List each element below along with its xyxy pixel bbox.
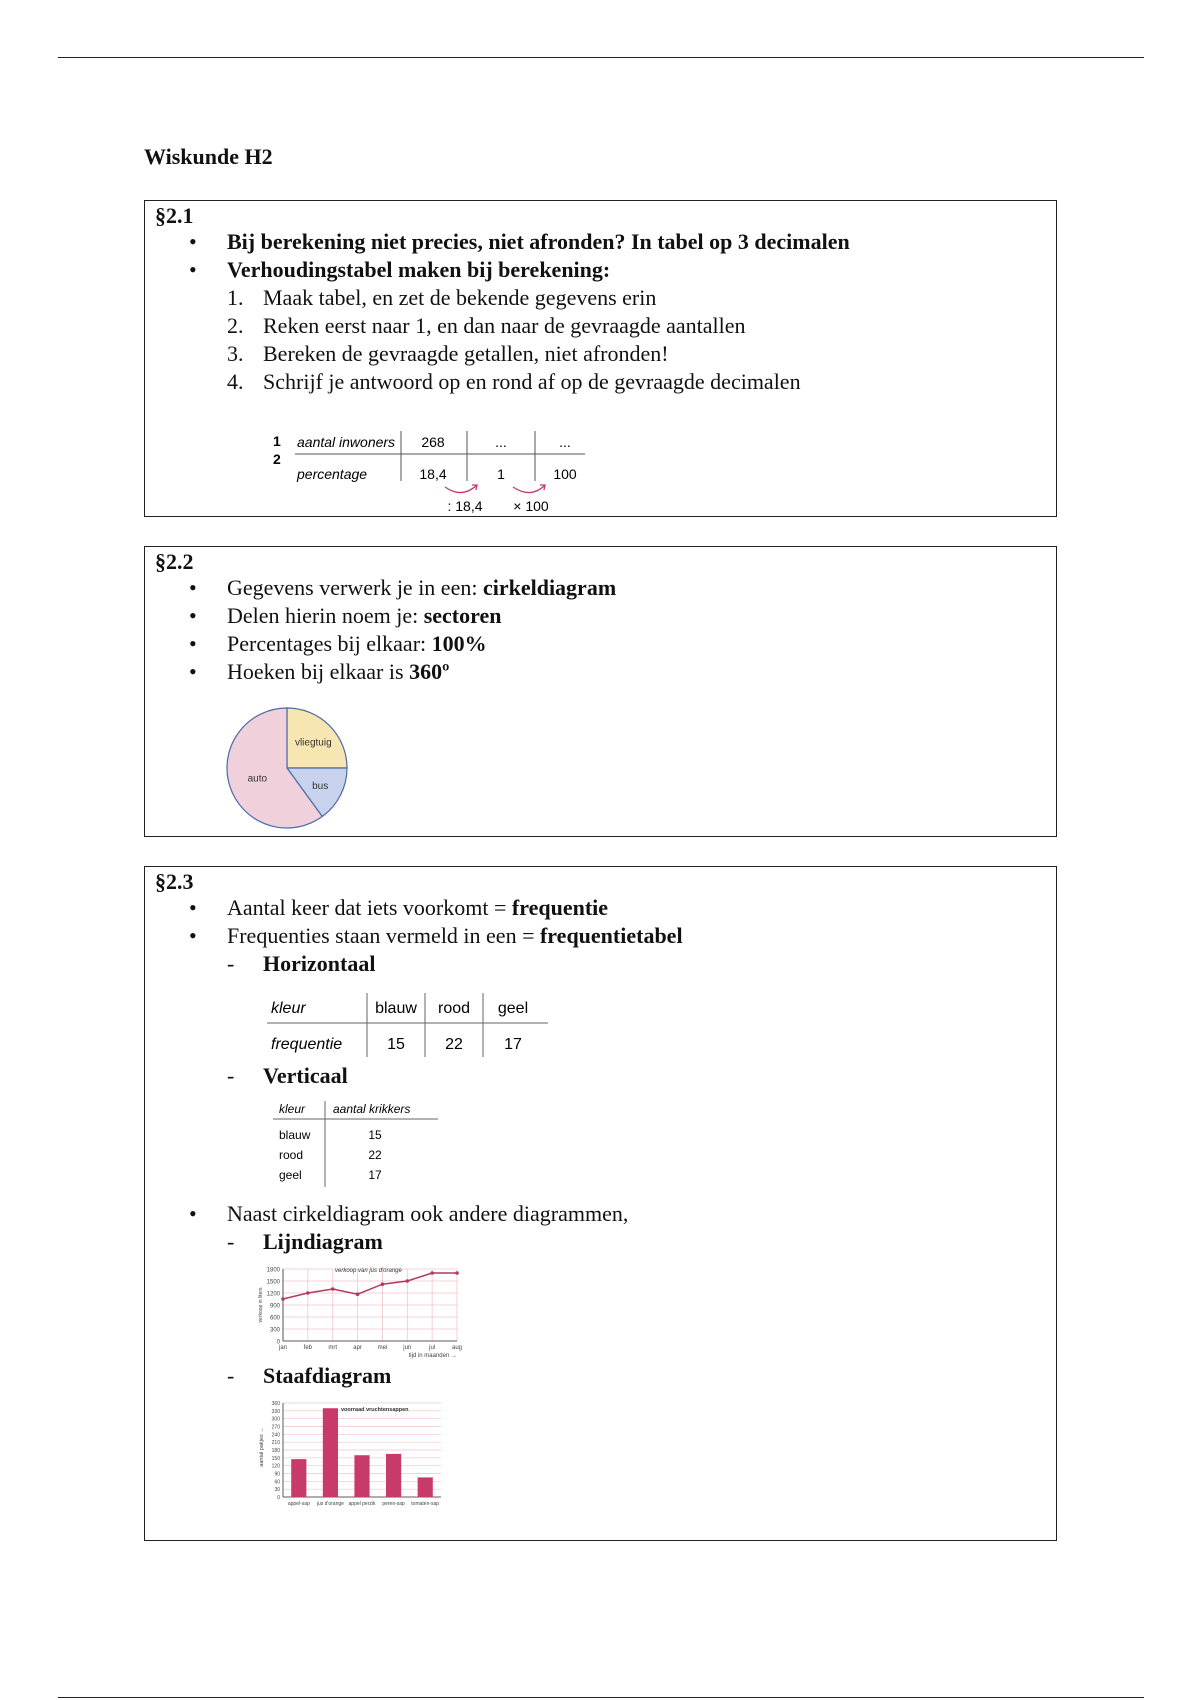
y-tick-label: 300	[271, 1416, 280, 1423]
y-tick-label: 600	[269, 1315, 280, 1322]
bottom-rule	[58, 1697, 1144, 1698]
bullet-text: Bij berekening niet precies, niet afronden? In tabel op 3 decimalen	[227, 229, 850, 254]
y-tick-label: 0	[276, 1339, 280, 1346]
ratio-operation: × 100	[513, 498, 549, 514]
step-number: 3.	[227, 341, 244, 366]
step-number: 2.	[227, 313, 244, 338]
chart-title: voorraad vruchtensappen	[341, 1407, 409, 1413]
x-tick-label: feb	[303, 1345, 313, 1351]
y-axis-label: aantal pakjes →	[259, 1427, 265, 1467]
y-tick-label: 180	[271, 1448, 280, 1454]
x-tick-label: appel-sap	[287, 1501, 310, 1507]
y-tick-label: 60	[274, 1479, 280, 1486]
data-point	[430, 1271, 434, 1275]
subheading-staafdiagram: Staafdiagram	[263, 1363, 392, 1388]
step-number: 1.	[227, 285, 244, 310]
table-cell: kleur	[271, 1000, 306, 1017]
table-cell: 268	[421, 434, 445, 450]
table-header: aantal krikkers	[333, 1102, 411, 1116]
table-cell: 15	[387, 1036, 405, 1053]
row-number: 2	[273, 451, 281, 467]
bold-term: cirkeldiagram	[482, 575, 617, 600]
pie-slice-label: vliegtuig	[294, 737, 332, 749]
bullet-dot: •	[189, 257, 197, 282]
series-line	[283, 1273, 457, 1299]
bullet-dot: •	[189, 631, 197, 656]
pie-slice-label: auto	[247, 773, 268, 785]
table-cell: rood	[279, 1148, 304, 1162]
data-point	[331, 1287, 335, 1291]
bullet-text: Verhoudingstabel maken bij berekening:	[227, 257, 611, 282]
bullet-text: Naast cirkeldiagram ook andere diagrammen,	[227, 1201, 629, 1226]
step-text: Schrijf je antwoord op en rond af op de gevraagde decimalen	[263, 369, 801, 394]
subheading-horizontaal: Horizontaal	[263, 951, 376, 976]
bullet-dot: •	[189, 1201, 197, 1226]
x-tick-label: jul	[429, 1345, 436, 1351]
top-rule	[58, 57, 1144, 58]
ratio-table	[265, 419, 625, 514]
bar	[323, 1408, 338, 1497]
section-2-1	[144, 200, 1057, 517]
section-2-2	[144, 546, 1057, 837]
bold-term: 360º	[409, 659, 450, 684]
y-tick-label: 150	[271, 1455, 280, 1462]
dash-marker: -	[227, 1063, 235, 1088]
table-cell: geel	[279, 1168, 302, 1182]
table-cell: blauw	[375, 1000, 417, 1017]
data-point	[381, 1282, 385, 1286]
x-tick-label: apr	[353, 1345, 362, 1351]
data-point	[455, 1271, 459, 1275]
table-cell: 1	[497, 466, 505, 482]
bold-term: 100%	[431, 631, 487, 656]
ratio-operation: : 18,4	[447, 498, 483, 514]
y-tick-label: 120	[271, 1463, 280, 1470]
table-row-label: percentage	[297, 466, 368, 482]
x-tick-label: tomaten-sap	[411, 1501, 440, 1507]
bullet-dot: •	[189, 895, 197, 920]
y-tick-label: 270	[271, 1424, 280, 1431]
table-cell: 100	[553, 466, 577, 482]
x-tick-label: jan	[278, 1345, 288, 1351]
ratio-arrow	[513, 485, 545, 493]
ratio-arrow	[445, 485, 477, 493]
bullet-text: Hoeken bij elkaar is 360º	[227, 659, 450, 684]
bullet-dot: •	[189, 659, 197, 684]
table-cell: blauw	[279, 1128, 311, 1142]
y-tick-label: 210	[271, 1440, 280, 1447]
horizontal-frequency-table	[263, 985, 553, 1065]
row-number: 1	[273, 433, 281, 449]
bullet-dot: •	[189, 575, 197, 600]
y-tick-label: 30	[274, 1487, 280, 1494]
step-number: 4.	[227, 369, 244, 394]
section-heading: §2.1	[155, 203, 194, 228]
data-point	[281, 1297, 285, 1301]
x-tick-label: appel perzik	[348, 1501, 376, 1507]
x-axis-label: tijd in maanden →	[408, 1353, 457, 1359]
table-cell: 22	[445, 1036, 463, 1053]
bullet-dot: •	[189, 603, 197, 628]
page-title: Wiskunde H2	[144, 144, 273, 169]
step-text: Reken eerst naar 1, en dan naar de gevraagde aantallen	[263, 313, 746, 338]
table-cell: frequentie	[271, 1036, 343, 1053]
y-tick-label: 0	[277, 1495, 280, 1501]
y-tick-label: 300	[269, 1327, 280, 1334]
y-tick-label: 1800	[266, 1267, 280, 1274]
x-tick-label: mrt	[328, 1345, 338, 1351]
step-text: Bereken de gevraagde getallen, niet afronden!	[263, 341, 669, 366]
bold-term: sectoren	[423, 603, 502, 628]
section-heading: §2.3	[155, 869, 194, 894]
section-heading: §2.2	[155, 549, 194, 574]
x-tick-label: jus d'orange	[316, 1501, 344, 1507]
table-cell: 18,4	[419, 466, 447, 482]
step-text: Maak tabel, en zet de bekende gegevens erin	[263, 285, 657, 310]
bullet-dot: •	[189, 229, 197, 254]
bar	[291, 1459, 306, 1497]
line-chart	[257, 1263, 467, 1363]
y-axis-label: verkoop in liters	[258, 1287, 264, 1323]
y-tick-label: 1500	[266, 1279, 280, 1286]
dash-marker: -	[227, 1229, 235, 1254]
table-row-label: aantal inwoners	[297, 434, 396, 450]
bullet-text: Aantal keer dat iets voorkomt = frequentie	[227, 895, 609, 920]
data-point	[306, 1291, 310, 1295]
bullet-text: Frequenties staan vermeld in een = frequentietabel	[227, 923, 683, 948]
x-tick-label: jun	[403, 1345, 412, 1351]
table-cell: geel	[497, 1000, 529, 1017]
table-cell: 15	[368, 1128, 382, 1142]
dash-marker: -	[227, 951, 235, 976]
bullet-text: Gegevens verwerk je in een: cirkeldiagram	[227, 575, 617, 600]
bullet-text: Delen hierin noem je: sectoren	[227, 603, 502, 628]
table-cell: 17	[368, 1168, 382, 1182]
chart-title: verkoop van jus d'orange	[335, 1268, 402, 1274]
table-cell: 22	[368, 1148, 382, 1162]
y-tick-label: 900	[269, 1303, 280, 1310]
y-tick-label: 1200	[266, 1291, 280, 1298]
data-point	[405, 1279, 409, 1283]
subheading-lijndiagram: Lijndiagram	[263, 1229, 383, 1254]
subheading-verticaal: Verticaal	[263, 1063, 348, 1088]
table-cell: ...	[495, 434, 507, 450]
y-tick-label: 90	[274, 1471, 280, 1478]
x-tick-label: peren-sap	[382, 1501, 405, 1507]
bold-term: frequentietabel	[539, 923, 683, 948]
pie-chart	[225, 705, 355, 831]
bar-chart	[257, 1397, 447, 1523]
table-cell: rood	[437, 1000, 471, 1017]
dash-marker: -	[227, 1363, 235, 1388]
y-tick-label: 360	[271, 1401, 280, 1407]
bold-term: frequentie	[511, 895, 609, 920]
y-tick-label: 330	[271, 1408, 280, 1415]
x-tick-label: mei	[377, 1345, 388, 1351]
table-cell: 17	[504, 1036, 522, 1053]
bullet-text: Percentages bij elkaar: 100%	[227, 631, 487, 656]
table-cell: ...	[559, 434, 571, 450]
y-tick-label: 240	[271, 1432, 280, 1439]
table-header: kleur	[279, 1102, 306, 1116]
bar	[418, 1477, 433, 1497]
section-2-3	[144, 866, 1057, 1541]
bar	[386, 1454, 401, 1497]
pie-slice-label: bus	[312, 780, 329, 792]
data-point	[356, 1292, 360, 1296]
bar	[354, 1455, 369, 1497]
vertical-frequency-table	[273, 1097, 443, 1189]
x-tick-label: aug	[451, 1345, 463, 1351]
bullet-dot: •	[189, 923, 197, 948]
